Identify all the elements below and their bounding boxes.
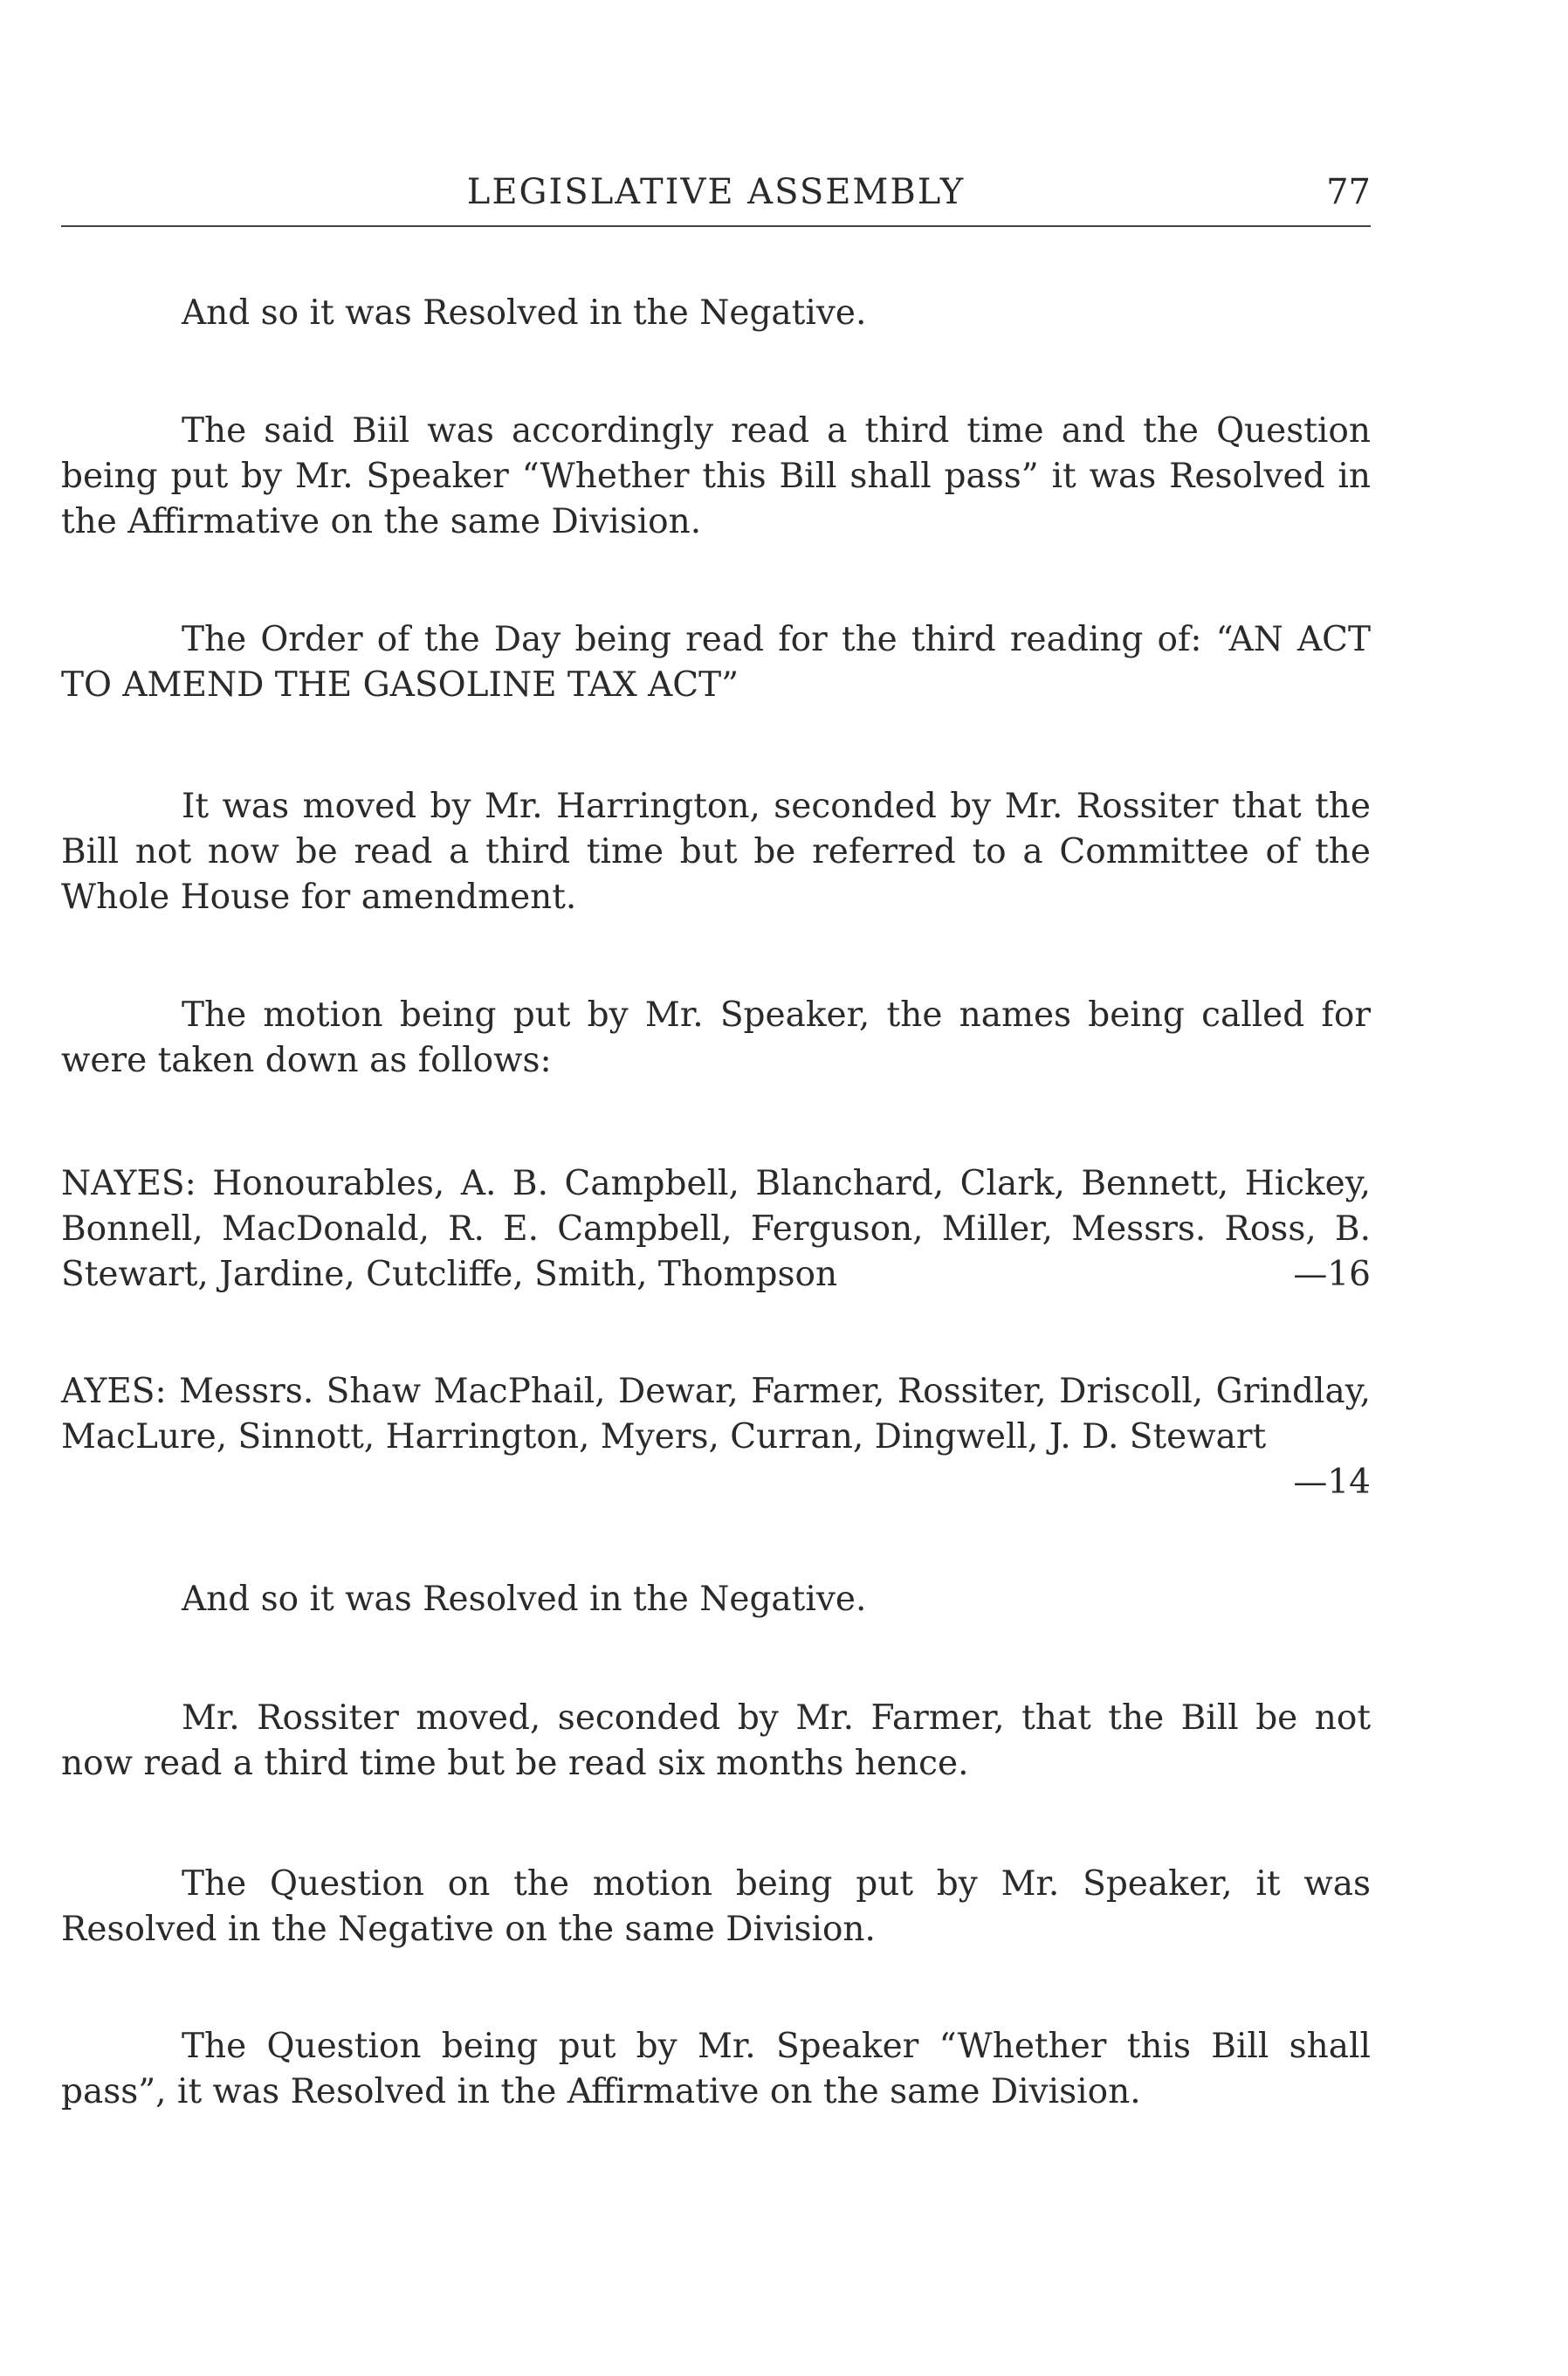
ayes-total: —14: [1293, 1463, 1371, 1502]
nayes-names: NAYES: Honourables, A. B. Campbell, Blanchard, Clark, Bennett, Hickey, Bonnell, MacDonald, R. E. Campbell, Ferguson, Miller, Messrs. Ross, B. Stewart, Jardine, Cutcliffe, Smith, Thompson: [61, 1164, 1371, 1294]
paragraph-rossiter-motion: Mr. Rossiter moved, seconded by Mr. Farmer, that the Bill be not now read a third time but be read six months hence.: [61, 1698, 1371, 1783]
nayes-total: —16: [1293, 1255, 1371, 1294]
page-number: 77: [1326, 172, 1371, 212]
paragraph-resolved-negative-2: And so it was Resolved in the Negative.: [182, 1580, 867, 1619]
paragraph-harrington-motion: It was moved by Mr. Harrington, seconded by Mr. Rossiter that the Bill not now be read a third time but be referred to a Committee of the Whole House for amendment.: [61, 787, 1371, 917]
header-rule: [61, 225, 1371, 227]
paragraph-resolved-negative-1: And so it was Resolved in the Negative.: [182, 293, 867, 333]
paragraph-motion-negative: The Question on the motion being put by Mr. Speaker, it was Resolved in the Negative on the same Division.: [61, 1864, 1371, 1949]
paragraph-bill-passed: The Question being put by Mr. Speaker “Whether this Bill shall pass”, it was Resolved in the Affirmative on the same Division.: [61, 2027, 1371, 2111]
paragraph-names-called: The motion being put by Mr. Speaker, the names being called for were taken down as follows:: [61, 995, 1371, 1080]
page-header: [61, 166, 1371, 218]
paragraph-third-reading-result: The said Biil was accordingly read a third time and the Question being put by Mr. Speaker “Whether this Bill shall pass” it was Resolved in the Affirmative on the same Division.: [61, 411, 1371, 541]
ayes-list: [61, 1369, 1371, 1505]
nayes-list: [61, 1161, 1371, 1298]
ayes-names: AYES: Messrs. Shaw MacPhail, Dewar, Farmer, Rossiter, Driscoll, Grindlay, MacLure, Sinnott, Harrington, Myers, Curran, Dingwell, J. D. Stewart: [61, 1372, 1371, 1457]
paragraph-order-of-day: The Order of the Day being read for the third reading of: “AN ACT TO AMEND THE GASOLINE TAX ACT”: [61, 620, 1371, 705]
running-head: LEGISLATIVE ASSEMBLY: [466, 172, 966, 212]
